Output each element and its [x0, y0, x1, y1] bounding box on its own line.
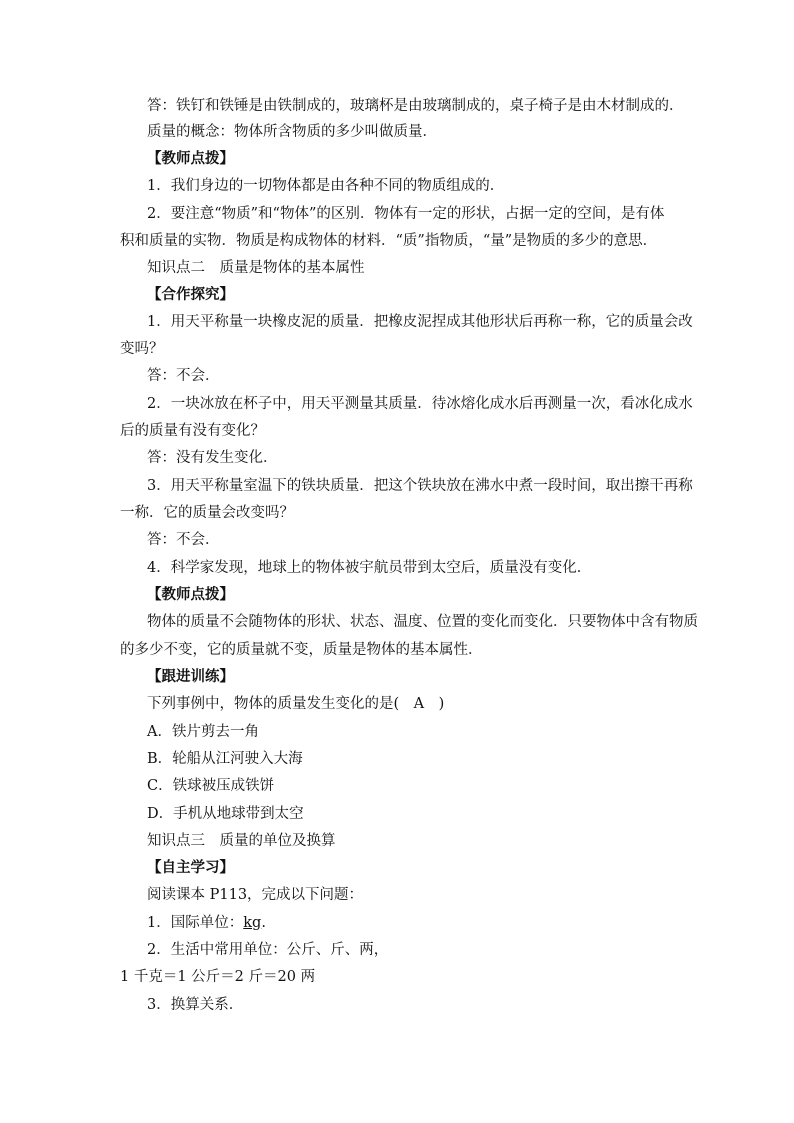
question-2: 2．一块冰放在杯子中，用天平测量其质量．待冰熔化成水后再测量一次，看冰化成水 — [147, 396, 693, 412]
question-1: 1．用天平称量一块橡皮泥的质量．把橡皮泥捏成其他形状后再称一称，它的质量会改 — [147, 314, 693, 330]
mass-property-paragraph: 物体的质量不会随物体的形状、状态、温度、位置的变化而变化．只要物体中含有物质 — [147, 614, 698, 630]
tip-item-2-continued: 积和质量的实物．物质是构成物体的材料．“质”指物质，“量”是物质的多少的意思． — [120, 233, 658, 249]
question-1-continued: 变吗？ — [120, 341, 164, 357]
section-heading-teacher-tips: 【教师点拨】 — [147, 150, 234, 167]
tip-item-1: 1．我们身边的一切物体都是由各种不同的物质组成的． — [147, 178, 505, 194]
option-b: B．轮船从江河驶入大海 — [147, 751, 303, 767]
question-2-continued: 后的质量有没有变化？ — [120, 423, 265, 439]
mass-definition: 质量的概念：物体所含物质的多少叫做质量． — [147, 124, 437, 140]
answer-2: 答：没有发生变化． — [147, 450, 278, 466]
question-3-continued: 一称．它的质量会改变吗？ — [120, 505, 294, 521]
answer-1: 答：不会． — [147, 368, 220, 384]
section-heading-teacher-tips-2: 【教师点拨】 — [147, 586, 234, 603]
statement-4: 4．科学家发现，地球上的物体被宇航员带到太空后，质量没有变化． — [147, 560, 592, 576]
knowledge-point-2-title: 知识点二 质量是物体的基本属性 — [147, 260, 365, 276]
answer-3: 答：不会． — [147, 532, 220, 548]
si-unit-period: . — [261, 915, 266, 931]
mass-property-paragraph-continued: 的多少不变，它的质量就不变，质量是物体的基本属性． — [120, 642, 483, 658]
option-d: D．手机从地球带到太空 — [147, 806, 304, 822]
conversion-relation: 3．换算关系． — [147, 997, 244, 1013]
unit-equivalence: 1 千克＝1 公斤＝2 斤＝20 两 — [120, 969, 316, 985]
reading-instruction: 阅读课本 P113，完成以下问题： — [147, 887, 364, 903]
question-3: 3．用天平称量室温下的铁块质量．把这个铁块放在沸水中煮一段时间，取出擦干再称 — [147, 478, 693, 494]
section-heading-cooperative-inquiry: 【合作探究】 — [147, 286, 234, 303]
section-heading-follow-up-training: 【跟进训练】 — [147, 668, 234, 685]
tip-item-2: 2．要注意“物质”和“物体”的区别．物体有一定的形状，占据一定的空间，是有体 — [147, 206, 665, 222]
si-unit-answer: kg — [243, 915, 262, 931]
knowledge-point-3-title: 知识点三 质量的单位及换算 — [147, 833, 336, 849]
common-units-line: 2．生活中常用单位：公斤、斤、两， — [147, 942, 389, 958]
option-c: C．铁球被压成铁饼 — [147, 778, 275, 794]
si-unit-label: 1．国际单位： — [147, 915, 244, 931]
answer-materials: 答：铁钉和铁锤是由铁制成的，玻璃杯是由玻璃制成的，桌子椅子是由木材制成的． — [147, 98, 684, 114]
section-heading-self-study: 【自主学习】 — [147, 859, 234, 876]
si-unit-line — [147, 913, 266, 933]
exercise-question: 下列事例中，物体的质量发生变化的是( A ) — [147, 696, 445, 712]
option-a: A．铁片剪去一角 — [147, 724, 259, 740]
